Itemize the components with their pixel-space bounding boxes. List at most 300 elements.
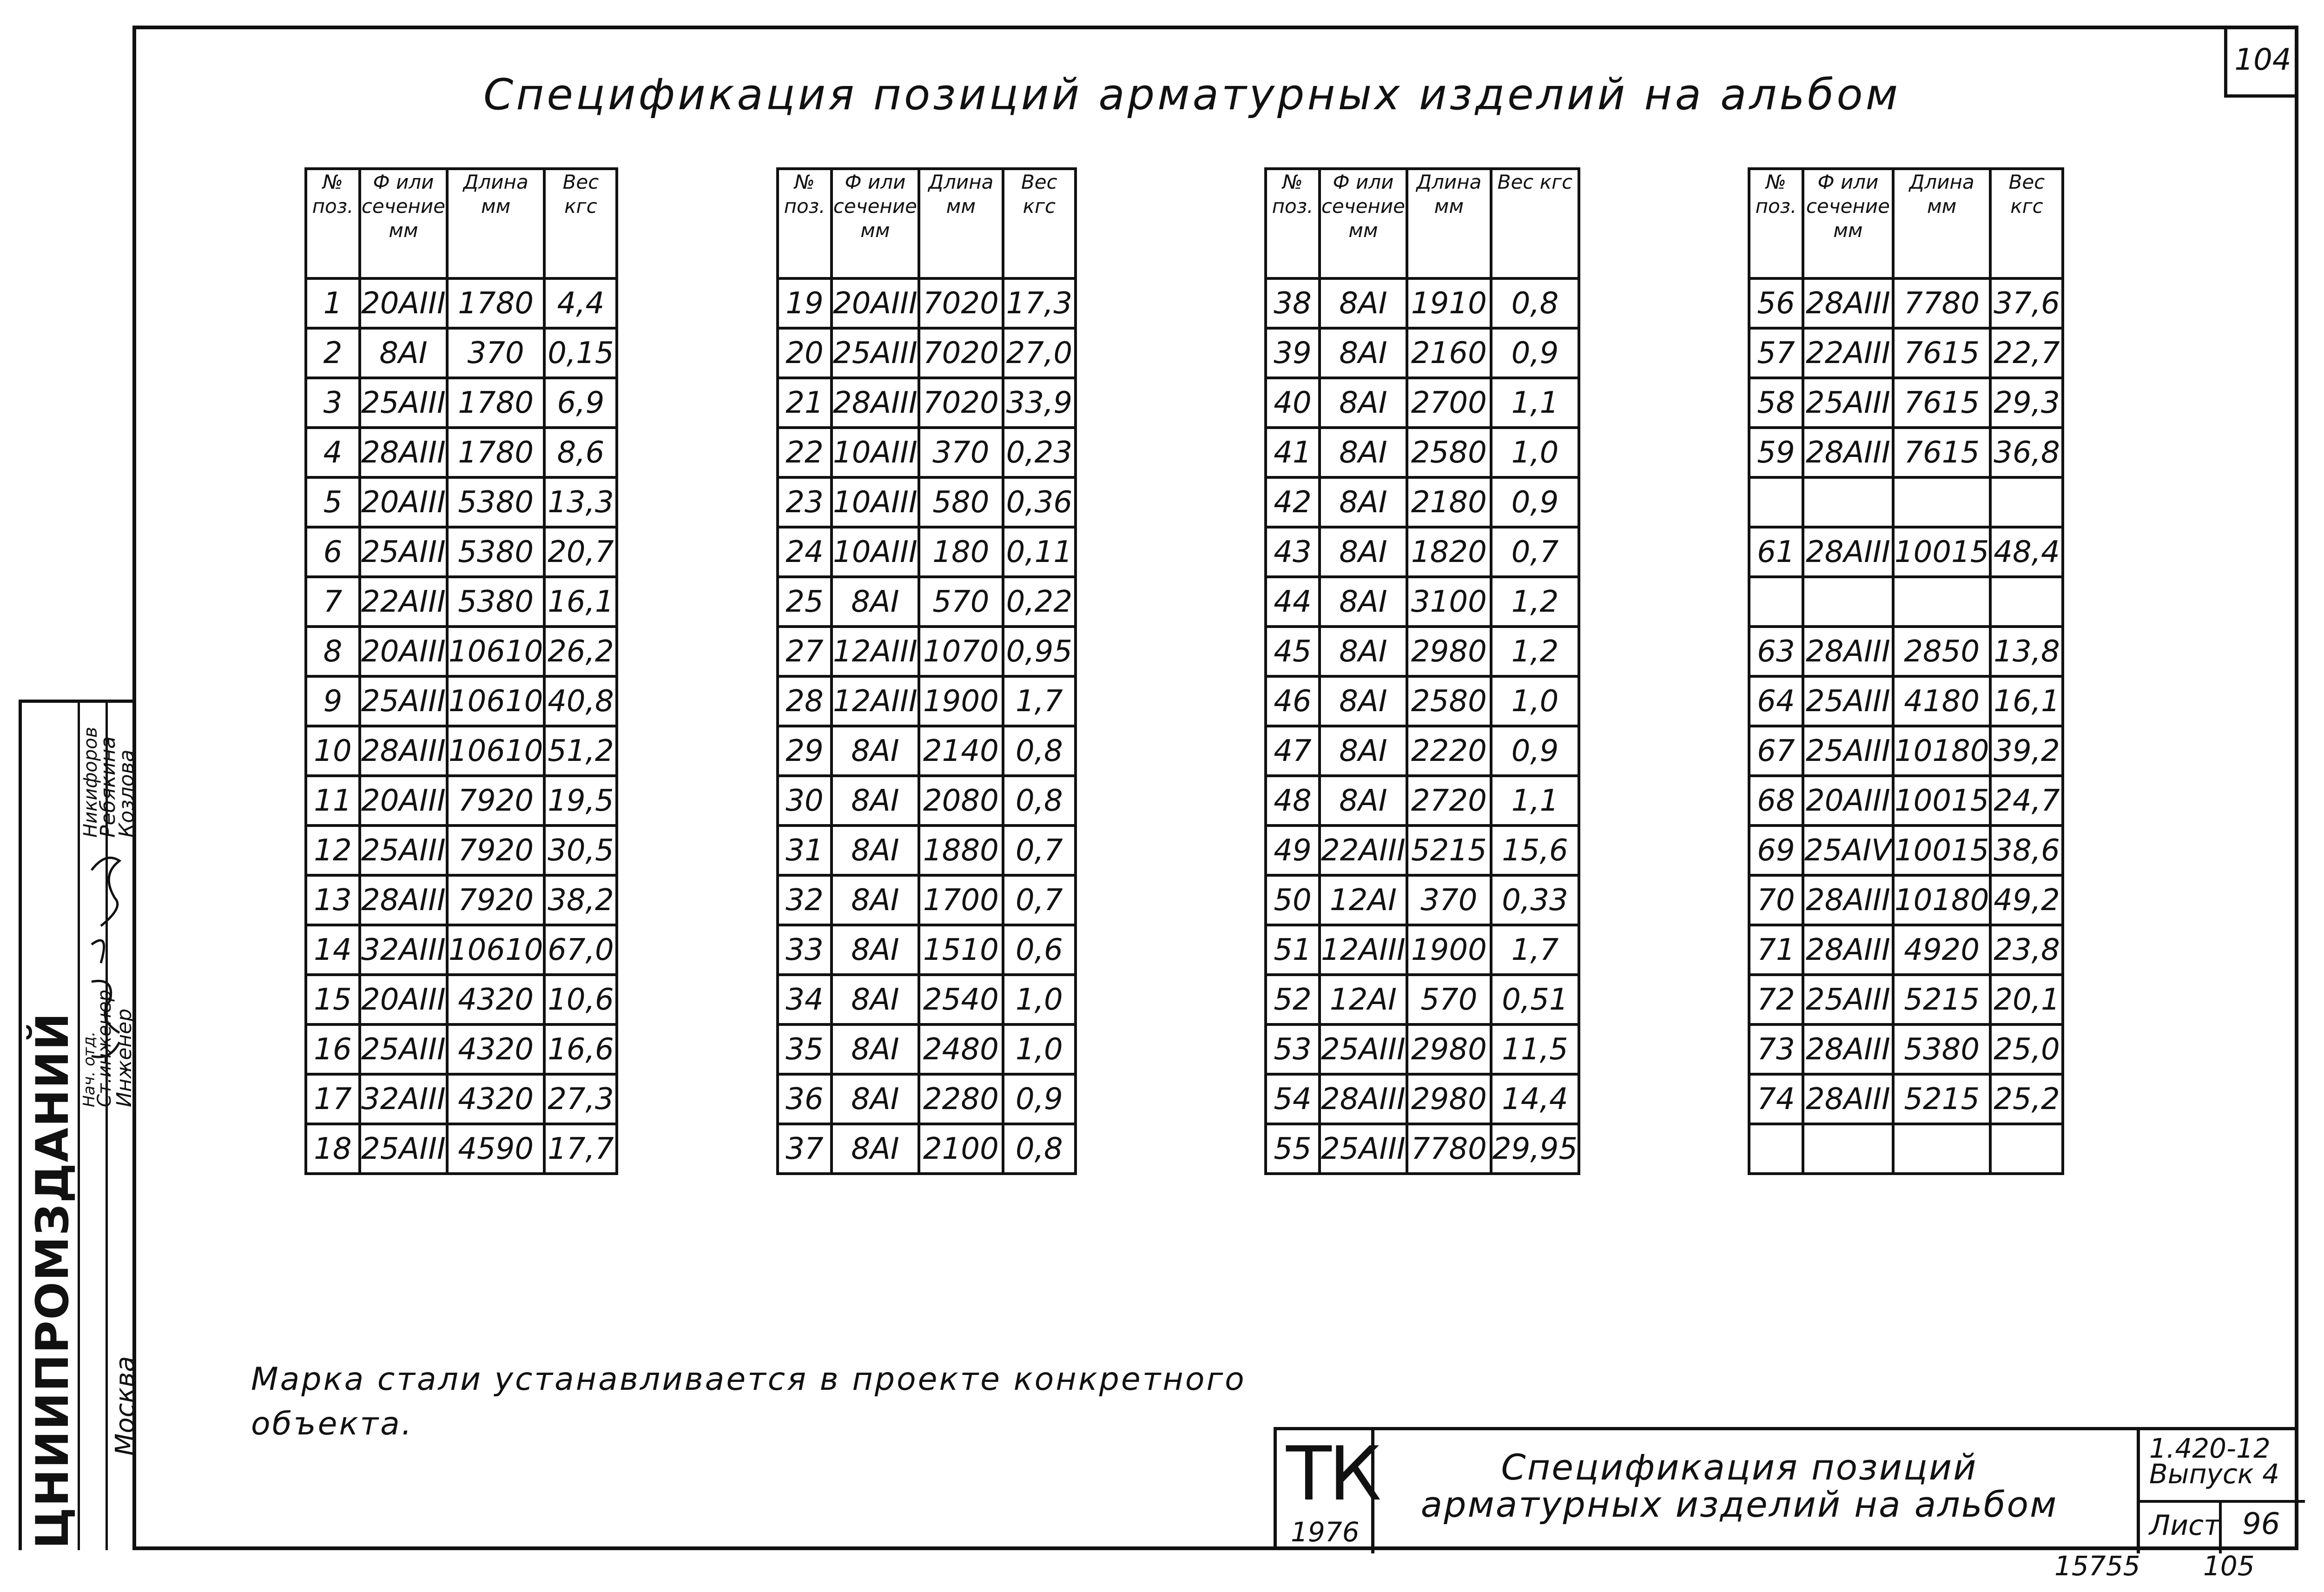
table-cell: 50 xyxy=(1266,875,1320,925)
table-cell: 7920 xyxy=(447,776,545,826)
table-cell: 1780 xyxy=(447,278,545,328)
table-cell: 20,1 xyxy=(1990,975,2063,1024)
table-cell: 3 xyxy=(306,378,360,428)
table-cell: 8АI xyxy=(1320,577,1407,627)
table-cell: 44 xyxy=(1266,577,1320,627)
table-cell: 10АIII xyxy=(832,527,919,577)
table-cell: 25АIII xyxy=(360,826,447,875)
table-cell: 28АIII xyxy=(1803,1074,1893,1124)
table-row xyxy=(1266,875,1579,925)
table-cell: 23,8 xyxy=(1990,925,2063,975)
table-row xyxy=(1266,776,1579,826)
table-cell xyxy=(1893,1124,1991,1174)
table-cell: 46 xyxy=(1266,676,1320,726)
table-cell: 20АIII xyxy=(360,776,447,826)
table-cell: 5215 xyxy=(1407,826,1491,875)
table-cell: 2850 xyxy=(1893,627,1991,676)
table-cell: 1,0 xyxy=(1491,676,1579,726)
table-cell: 25АIII xyxy=(360,527,447,577)
table-cell: 33 xyxy=(778,925,832,975)
table-cell: 28АIII xyxy=(1803,1024,1893,1074)
table-cell: 0,36 xyxy=(1003,477,1076,527)
column-header: Ф или сечение мм xyxy=(832,169,919,278)
table-cell: 32АIII xyxy=(360,925,447,975)
table-cell: 10610 xyxy=(447,627,545,676)
table-cell: 51,2 xyxy=(544,726,617,776)
table-cell: 12АIII xyxy=(832,627,919,676)
table-cell: 20,7 xyxy=(544,527,617,577)
table-cell: 36 xyxy=(778,1074,832,1124)
table-cell: 2580 xyxy=(1407,428,1491,477)
table-cell: 10АIII xyxy=(832,477,919,527)
table-cell: 7 xyxy=(306,577,360,627)
table-cell: 0,23 xyxy=(1003,428,1076,477)
table-cell xyxy=(1990,577,2063,627)
table-cell: 15,6 xyxy=(1491,826,1579,875)
table-cell: 370 xyxy=(447,328,545,378)
table-cell xyxy=(1803,577,1893,627)
table-cell: 25АIII xyxy=(360,1024,447,1074)
table-row xyxy=(778,975,1076,1024)
table-cell: 0,9 xyxy=(1491,726,1579,776)
table-cell: 4320 xyxy=(447,1074,545,1124)
table-cell: 32 xyxy=(778,875,832,925)
table-cell: 29 xyxy=(778,726,832,776)
table-cell: 11,5 xyxy=(1491,1024,1579,1074)
table-row xyxy=(306,776,617,826)
table-cell: 1070 xyxy=(919,627,1003,676)
table-cell: 23 xyxy=(778,477,832,527)
table-cell: 10180 xyxy=(1893,875,1991,925)
table-cell: 20АIII xyxy=(360,278,447,328)
table-cell: 38 xyxy=(1266,278,1320,328)
table-cell: 4,4 xyxy=(544,278,617,328)
table-row xyxy=(1266,925,1579,975)
table-row xyxy=(1749,776,2063,826)
table-row xyxy=(1266,328,1579,378)
table-cell: 2080 xyxy=(919,776,1003,826)
table-cell: 45 xyxy=(1266,627,1320,676)
table-cell: 58 xyxy=(1749,378,1803,428)
table-cell: 1780 xyxy=(447,428,545,477)
table-cell: 1,1 xyxy=(1491,378,1579,428)
table-cell: 8АI xyxy=(832,1024,919,1074)
table-cell: 7780 xyxy=(1893,278,1991,328)
table-row xyxy=(1749,1024,2063,1074)
table-cell: 2540 xyxy=(919,975,1003,1024)
table-cell: 0,8 xyxy=(1491,278,1579,328)
table-cell: 9 xyxy=(306,676,360,726)
table-cell: 1700 xyxy=(919,875,1003,925)
table-row xyxy=(306,1024,617,1074)
table-cell: 0,33 xyxy=(1491,875,1579,925)
table-cell: 8,6 xyxy=(544,428,617,477)
table-cell: 1780 xyxy=(447,378,545,428)
table-row xyxy=(778,328,1076,378)
table-cell: 8АI xyxy=(1320,378,1407,428)
table-cell: 38,2 xyxy=(544,875,617,925)
page-number: 105 xyxy=(2203,1550,2255,1582)
table-cell: 2220 xyxy=(1407,726,1491,776)
table-row xyxy=(778,527,1076,577)
table-cell: 0,7 xyxy=(1003,826,1076,875)
stamp-role-3: Инженер xyxy=(112,1008,136,1107)
table-cell: 1,0 xyxy=(1003,1024,1076,1074)
table-cell xyxy=(1749,477,1803,527)
spec-table-2 xyxy=(776,167,1077,1175)
table-cell: 28АIII xyxy=(1803,428,1893,477)
table-cell: 25АIII xyxy=(1803,726,1893,776)
table-cell: 71 xyxy=(1749,925,1803,975)
table-row xyxy=(306,378,617,428)
table-cell: 7615 xyxy=(1893,428,1991,477)
table-cell: 8АI xyxy=(1320,726,1407,776)
column-header: Вес кгс xyxy=(1491,169,1579,278)
table-cell: 11 xyxy=(306,776,360,826)
table-cell: 2180 xyxy=(1407,477,1491,527)
table-cell: 16,1 xyxy=(1990,676,2063,726)
table-row xyxy=(1749,328,2063,378)
table-cell: 8АI xyxy=(832,826,919,875)
table-cell: 4320 xyxy=(447,975,545,1024)
issue-number: Выпуск 4 xyxy=(2149,1458,2280,1490)
table-cell: 25 xyxy=(778,577,832,627)
table-cell: 0,8 xyxy=(1003,1124,1076,1174)
table-row xyxy=(778,676,1076,726)
table-cell: 3100 xyxy=(1407,577,1491,627)
table-cell: 28АIII xyxy=(1803,875,1893,925)
table-cell: 1,7 xyxy=(1003,676,1076,726)
table-cell: 28АIII xyxy=(1803,278,1893,328)
table-cell: 12 xyxy=(306,826,360,875)
note-line-1: Марка стали устанавливается в проекте конкретного xyxy=(251,1361,1246,1398)
table-cell: 24 xyxy=(778,527,832,577)
table-cell: 20АIII xyxy=(832,278,919,328)
column-header: Длина мм xyxy=(1407,169,1491,278)
table-cell: 0,15 xyxy=(544,328,617,378)
table-cell: 10 xyxy=(306,726,360,776)
table-row xyxy=(778,577,1076,627)
table-cell: 8АI xyxy=(832,1074,919,1124)
table-cell: 8АI xyxy=(832,726,919,776)
note-line-2: объекта. xyxy=(251,1406,414,1442)
sheet-corner-number: 104 xyxy=(2224,26,2298,98)
spec-table-4 xyxy=(1748,167,2064,1175)
archive-number: 15755 xyxy=(2054,1550,2140,1582)
table-cell: 25,2 xyxy=(1990,1074,2063,1124)
table-cell: 6,9 xyxy=(544,378,617,428)
table-cell: 53 xyxy=(1266,1024,1320,1074)
table-cell: 2980 xyxy=(1407,1074,1491,1124)
table-cell: 25АIV xyxy=(1803,826,1893,875)
table-row xyxy=(306,726,617,776)
table-cell: 1,7 xyxy=(1491,925,1579,975)
table-cell: 7920 xyxy=(447,826,545,875)
table-cell: 10АIII xyxy=(832,428,919,477)
table-cell: 72 xyxy=(1749,975,1803,1024)
table-cell: 49,2 xyxy=(1990,875,2063,925)
table-cell: 49 xyxy=(1266,826,1320,875)
table-cell xyxy=(1990,1124,2063,1174)
table-cell: 25АIII xyxy=(360,676,447,726)
table-cell: 8АI xyxy=(1320,278,1407,328)
stamp-name-2: Ребякина xyxy=(96,736,120,838)
table-row xyxy=(1266,278,1579,328)
table-cell: 0,51 xyxy=(1491,975,1579,1024)
table-row xyxy=(1749,428,2063,477)
table-row xyxy=(1266,1024,1579,1074)
sheet-number: 96 xyxy=(2242,1507,2280,1541)
table-cell: 1900 xyxy=(919,676,1003,726)
table-cell: 37 xyxy=(778,1124,832,1174)
table-row xyxy=(1266,627,1579,676)
table-cell: 47 xyxy=(1266,726,1320,776)
table-cell: 5215 xyxy=(1893,1074,1991,1124)
table-cell: 10180 xyxy=(1893,726,1991,776)
table-cell: 8АI xyxy=(832,925,919,975)
table-cell: 1820 xyxy=(1407,527,1491,577)
table-row xyxy=(306,1074,617,1124)
tk-cell xyxy=(1277,1430,1379,1553)
table-cell: 24,7 xyxy=(1990,776,2063,826)
table-cell: 56 xyxy=(1749,278,1803,328)
table-row xyxy=(306,577,617,627)
table-cell: 7020 xyxy=(919,278,1003,328)
table-cell: 1,2 xyxy=(1491,577,1579,627)
table-row xyxy=(306,875,617,925)
table-row xyxy=(778,925,1076,975)
table-row xyxy=(1749,1074,2063,1124)
column-header: № поз. xyxy=(306,169,360,278)
table-cell: 0,22 xyxy=(1003,577,1076,627)
table-cell: 18 xyxy=(306,1124,360,1174)
table-row xyxy=(1266,378,1579,428)
table-cell: 4590 xyxy=(447,1124,545,1174)
table-cell: 28АIII xyxy=(1803,527,1893,577)
table-cell: 37,6 xyxy=(1990,278,2063,328)
table-cell: 2160 xyxy=(1407,328,1491,378)
table-cell: 21 xyxy=(778,378,832,428)
table-cell: 20АIII xyxy=(360,477,447,527)
table-row xyxy=(306,1124,617,1174)
table-cell: 5215 xyxy=(1893,975,1991,1024)
stamp-name-3: Козлова xyxy=(115,749,139,838)
table-cell: 28АIII xyxy=(1803,627,1893,676)
table-cell: 8АI xyxy=(832,577,919,627)
series-number: 1.420-12 xyxy=(2149,1433,2271,1464)
table-cell: 1,0 xyxy=(1003,975,1076,1024)
table-cell: 0,7 xyxy=(1003,875,1076,925)
table-cell: 25АIII xyxy=(1803,975,1893,1024)
table-cell: 27 xyxy=(778,627,832,676)
table-cell: 8АI xyxy=(832,875,919,925)
table-cell: 25АIII xyxy=(1803,676,1893,726)
table-cell: 32АIII xyxy=(360,1074,447,1124)
table-cell: 27,0 xyxy=(1003,328,1076,378)
column-header: Длина мм xyxy=(919,169,1003,278)
table-cell: 25,0 xyxy=(1990,1024,2063,1074)
table-cell: 17 xyxy=(306,1074,360,1124)
stamp-name-1: Никифоров xyxy=(80,727,101,838)
table-cell: 0,9 xyxy=(1003,1074,1076,1124)
table-cell: 40 xyxy=(1266,378,1320,428)
table-cell: 2480 xyxy=(919,1024,1003,1074)
table-row xyxy=(306,428,617,477)
table-cell: 8АI xyxy=(1320,428,1407,477)
tk-year: 1976 xyxy=(1291,1516,1360,1548)
table-cell: 28АIII xyxy=(360,726,447,776)
table-row xyxy=(306,975,617,1024)
table-cell: 370 xyxy=(1407,875,1491,925)
title-block-right xyxy=(2137,1430,2302,1553)
table-cell: 48 xyxy=(1266,776,1320,826)
table-cell: 10610 xyxy=(447,726,545,776)
table-cell: 5380 xyxy=(447,527,545,577)
table-cell: 1880 xyxy=(919,826,1003,875)
table-cell: 1,0 xyxy=(1491,428,1579,477)
column-header: № поз. xyxy=(1749,169,1803,278)
table-cell: 16 xyxy=(306,1024,360,1074)
table-cell: 1,1 xyxy=(1491,776,1579,826)
table-cell: 28АIII xyxy=(360,428,447,477)
table-row xyxy=(1749,925,2063,975)
table-cell: 36,8 xyxy=(1990,428,2063,477)
table-cell: 8АI xyxy=(1320,527,1407,577)
table-row xyxy=(778,875,1076,925)
table-cell: 0,9 xyxy=(1491,328,1579,378)
table-cell: 16,1 xyxy=(544,577,617,627)
table-cell: 10,6 xyxy=(544,975,617,1024)
table-cell: 63 xyxy=(1749,627,1803,676)
table-row xyxy=(1266,975,1579,1024)
table-cell: 7615 xyxy=(1893,378,1991,428)
table-cell: 2980 xyxy=(1407,627,1491,676)
table-cell: 580 xyxy=(919,477,1003,527)
table-row xyxy=(306,627,617,676)
table-row xyxy=(1749,477,2063,527)
table-cell: 12АI xyxy=(1320,875,1407,925)
table-cell: 8АI xyxy=(1320,328,1407,378)
table-cell: 31 xyxy=(778,826,832,875)
table-cell: 29,95 xyxy=(1491,1124,1579,1174)
table-row xyxy=(1266,577,1579,627)
table-row xyxy=(778,477,1076,527)
approval-stamp xyxy=(19,700,140,1550)
table-row xyxy=(1266,1074,1579,1124)
table-cell: 570 xyxy=(1407,975,1491,1024)
table-row xyxy=(1749,577,2063,627)
table-cell: 4180 xyxy=(1893,676,1991,726)
table-cell: 10015 xyxy=(1893,527,1991,577)
table-row xyxy=(306,925,617,975)
table-cell: 25АIII xyxy=(1320,1024,1407,1074)
table-cell: 13,8 xyxy=(1990,627,2063,676)
table-cell: 5380 xyxy=(447,477,545,527)
table-cell: 51 xyxy=(1266,925,1320,975)
table-cell: 52 xyxy=(1266,975,1320,1024)
table-cell: 2980 xyxy=(1407,1024,1491,1074)
table-row xyxy=(778,428,1076,477)
table-cell: 54 xyxy=(1266,1074,1320,1124)
table-cell: 28АIII xyxy=(1320,1074,1407,1124)
table-row xyxy=(306,278,617,328)
table-cell: 19,5 xyxy=(544,776,617,826)
table-row xyxy=(1266,1124,1579,1174)
tk-mark: ТК xyxy=(1286,1430,1379,1517)
table-row xyxy=(306,826,617,875)
table-cell: 1,2 xyxy=(1491,627,1579,676)
table-cell: 2700 xyxy=(1407,378,1491,428)
table-cell: 33,9 xyxy=(1003,378,1076,428)
table-cell: 5380 xyxy=(1893,1024,1991,1074)
table-cell xyxy=(1803,477,1893,527)
table-cell: 8 xyxy=(306,627,360,676)
table-row xyxy=(306,477,617,527)
table-cell: 7020 xyxy=(919,328,1003,378)
table-row xyxy=(1266,527,1579,577)
spec-table-3 xyxy=(1264,167,1580,1175)
table-cell: 10610 xyxy=(447,676,545,726)
table-cell: 15 xyxy=(306,975,360,1024)
table-cell: 26,2 xyxy=(544,627,617,676)
table-cell: 14,4 xyxy=(1491,1074,1579,1124)
signatures xyxy=(22,703,136,1553)
table-cell: 22АIII xyxy=(360,577,447,627)
table-cell: 14 xyxy=(306,925,360,975)
table-cell: 22,7 xyxy=(1990,328,2063,378)
table-row xyxy=(1749,826,2063,875)
table-cell: 0,8 xyxy=(1003,726,1076,776)
table-cell: 68 xyxy=(1749,776,1803,826)
table-cell: 42 xyxy=(1266,477,1320,527)
table-cell: 10015 xyxy=(1893,776,1991,826)
organization-city: Москва xyxy=(110,1356,140,1456)
table-cell: 5380 xyxy=(447,577,545,627)
table-cell: 20АIII xyxy=(360,975,447,1024)
table-cell: 1510 xyxy=(919,925,1003,975)
table-cell: 7615 xyxy=(1893,328,1991,378)
table-cell: 19 xyxy=(778,278,832,328)
table-cell: 43 xyxy=(1266,527,1320,577)
table-cell: 16,6 xyxy=(544,1024,617,1074)
table-cell xyxy=(1893,477,1991,527)
column-header: Ф или сечение мм xyxy=(360,169,447,278)
table-cell: 59 xyxy=(1749,428,1803,477)
column-header: Длина мм xyxy=(447,169,545,278)
table-cell: 38,6 xyxy=(1990,826,2063,875)
table-cell: 29,3 xyxy=(1990,378,2063,428)
table-cell: 2280 xyxy=(919,1074,1003,1124)
title-block xyxy=(1274,1427,2298,1550)
table-row xyxy=(1749,527,2063,577)
table-cell: 6 xyxy=(306,527,360,577)
title-block-title: Спецификация позиций арматурных изделий на альбом xyxy=(1420,1447,2058,1525)
table-row xyxy=(778,627,1076,676)
table-cell: 28АIII xyxy=(1803,925,1893,975)
stamp-role-1: Нач. отд. xyxy=(80,1031,99,1107)
table-cell: 25АIII xyxy=(1803,378,1893,428)
table-cell: 25АIII xyxy=(360,378,447,428)
table-cell: 2580 xyxy=(1407,676,1491,726)
table-row xyxy=(1749,875,2063,925)
table-row xyxy=(1266,428,1579,477)
table-cell: 1910 xyxy=(1407,278,1491,328)
table-cell: 10015 xyxy=(1893,826,1991,875)
table-cell: 370 xyxy=(919,428,1003,477)
table-cell: 0,9 xyxy=(1491,477,1579,527)
table-cell: 2140 xyxy=(919,726,1003,776)
table-cell: 4 xyxy=(306,428,360,477)
